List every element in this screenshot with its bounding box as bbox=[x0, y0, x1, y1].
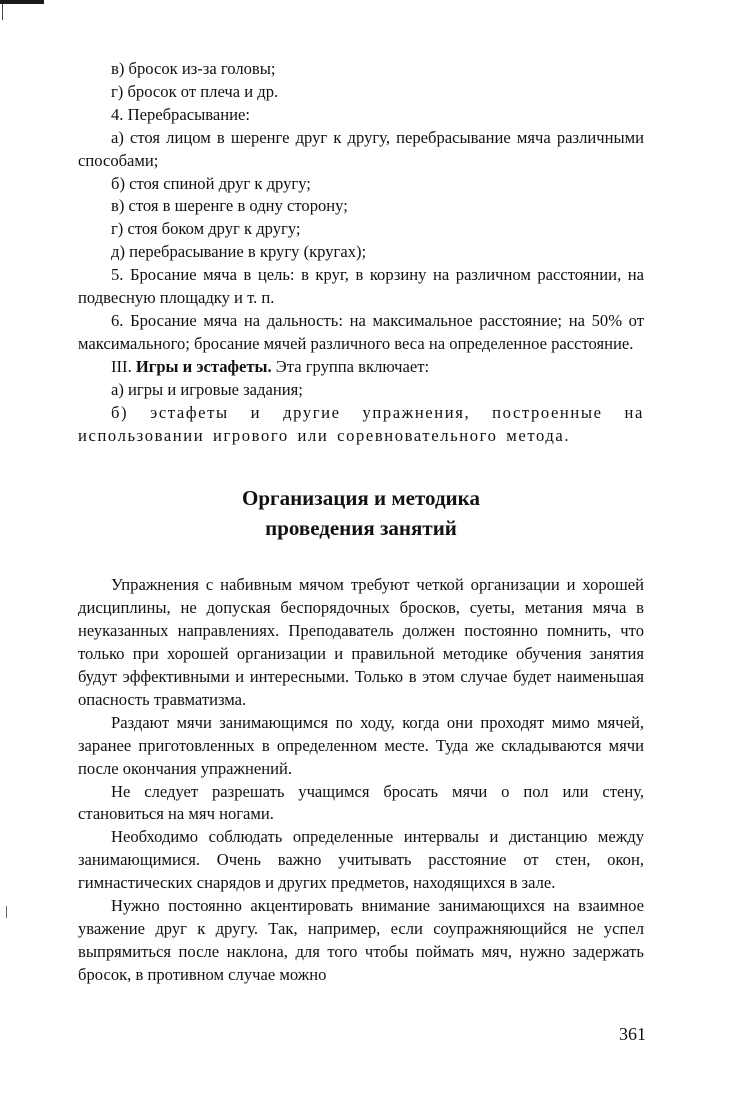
list-item: б) стоя спиной друг к другу; bbox=[111, 173, 311, 193]
paragraph: Раздают мячи занимающимся по ходу, когда они проходят мимо мячей, заранее приготовленных в определенном месте. Туда же складываются мячи после окончания упражнений. bbox=[78, 712, 644, 778]
list-item: 4. Перебрасывание: bbox=[111, 104, 250, 124]
list-item: в) бросок из-за головы; bbox=[111, 59, 276, 78]
page-body bbox=[78, 58, 644, 987]
list-item: в) стоя в шеренге в одну сторону; bbox=[111, 196, 348, 216]
paragraph: Нужно постоянно акцентировать внимание занимающихся на взаимное уважение друг к другу. Так, например, если соупражняющийся не успел выпрямиться после наклона, для того чтобы поймать мяч, нужно задержать бросок, в противном случае можно bbox=[78, 896, 644, 984]
scan-edge-mark bbox=[6, 906, 7, 918]
section-title-rest: Эта группа включает: bbox=[271, 356, 430, 376]
section-title-bold: Игры и эстафеты. bbox=[135, 356, 272, 376]
list-item: 5. Бросание мяча в цель: в круг, в корзину на различном расстоянии, на подвесную площадку и т. п. bbox=[78, 265, 644, 308]
chapter-heading-line: проведения занятий bbox=[265, 516, 457, 541]
list-item: 6. Бросание мяча на дальность: на максимальное расстояние; на 50% от максимального; бросание мячей различного веса на определенное расстояние. bbox=[78, 310, 644, 353]
list-item: а) игры и игровые задания; bbox=[111, 379, 303, 399]
list-item: а) стоя лицом в шеренге друг к другу, перебрасывание мяча различными способами; bbox=[78, 127, 644, 170]
section-title bbox=[78, 356, 644, 379]
chapter-heading-line: Организация и методика bbox=[242, 486, 480, 511]
paragraph: Не следует разрешать учащимся бросать мячи о пол или стену, становиться на мяч ногами. bbox=[78, 781, 644, 824]
scan-edge-mark bbox=[0, 0, 44, 4]
scan-edge-mark bbox=[2, 4, 3, 20]
list-item: д) перебрасывание в кругу (кругах); bbox=[111, 242, 367, 262]
list-item: г) бросок от плеча и др. bbox=[111, 81, 279, 101]
list-item: б) эстафеты и другие упражнения, построенные на использовании игрового или соревновательного метода. bbox=[78, 402, 644, 445]
section-number: III. bbox=[111, 356, 136, 376]
chapter-heading bbox=[78, 483, 644, 543]
paragraph: Упражнения с набивным мячом требуют четкой организации и хорошей дисциплины, не допуская беспорядочных бросков, суеты, метания мяча в неуказанных направлениях. Преподаватель должен постоянно помнить, что только при хорошей организации и правильной методике обучения занятия будут эффективными и интересными. Только в этом случае будет наименьшая опасность травматизма. bbox=[78, 575, 644, 709]
paragraph: Необходимо соблюдать определенные интервалы и дистанцию между занимающимися. Очень важно учитывать расстояние от стен, окон, гимнастических снарядов и других предметов, находящихся в зале. bbox=[78, 827, 644, 893]
list-item: г) стоя боком друг к другу; bbox=[111, 219, 301, 239]
page-number: 361 bbox=[619, 1024, 646, 1044]
